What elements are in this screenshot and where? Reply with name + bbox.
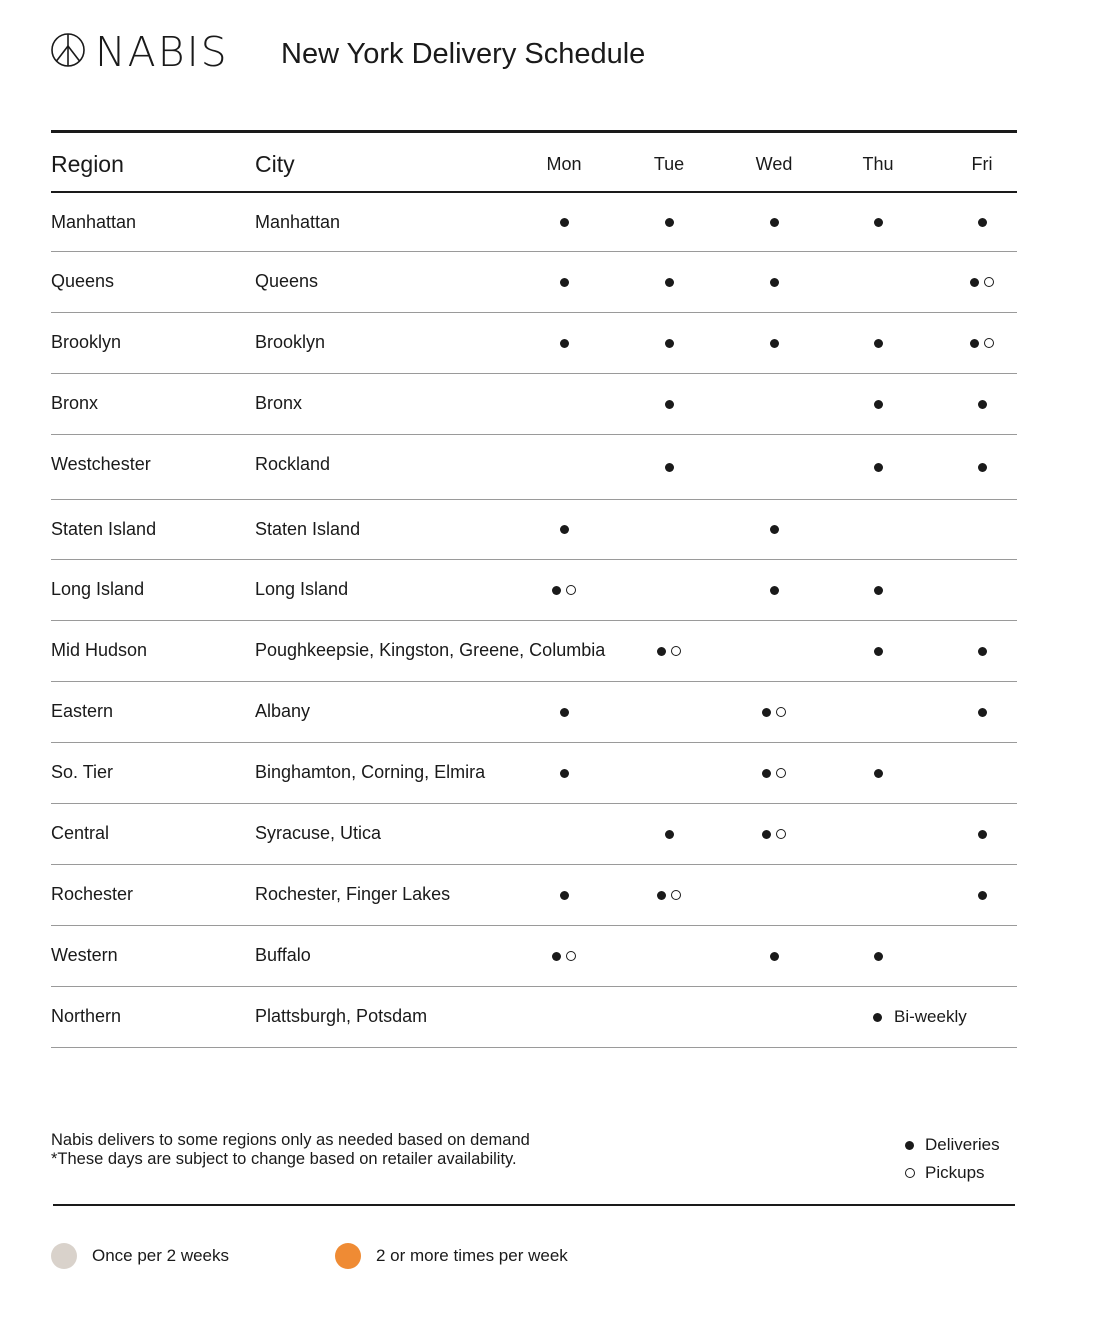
header-city: City bbox=[255, 151, 295, 177]
pickup-dot-icon bbox=[671, 646, 681, 656]
header-region: Region bbox=[51, 151, 124, 177]
day-cell-fri bbox=[932, 252, 1032, 312]
delivery-dot-icon bbox=[665, 218, 674, 227]
legend-deliveries bbox=[905, 1131, 1000, 1159]
day-cell-mon bbox=[514, 193, 614, 251]
region-cell: Long Island bbox=[51, 579, 145, 599]
footnote-line-1: Nabis delivers to some regions only as needed based on demand bbox=[51, 1131, 530, 1149]
day-cell-fri bbox=[932, 193, 1032, 251]
day-cell-tue bbox=[619, 313, 719, 373]
day-cell-mon bbox=[514, 743, 614, 803]
region-cell: Brooklyn bbox=[51, 332, 122, 352]
city-cell: Staten Island bbox=[255, 519, 361, 539]
city-cell: Bronx bbox=[255, 393, 303, 413]
delivery-dot-icon bbox=[560, 218, 569, 227]
city-cell: Binghamton, Corning, Elmira bbox=[255, 762, 486, 782]
region-cell: Manhattan bbox=[51, 212, 137, 232]
pickup-dot-icon bbox=[566, 585, 576, 595]
pickup-dot-icon bbox=[984, 277, 994, 287]
delivery-dot-icon bbox=[874, 463, 883, 472]
frequency-note: Bi-weekly bbox=[894, 1007, 967, 1026]
delivery-dot-icon bbox=[560, 339, 569, 348]
delivery-dot-icon bbox=[873, 1013, 882, 1022]
legend-deliveries-label: Deliveries bbox=[925, 1135, 1000, 1154]
delivery-dot-icon bbox=[978, 218, 987, 227]
city-cell: Rochester, Finger Lakes bbox=[255, 884, 451, 904]
delivery-dot-icon bbox=[560, 525, 569, 534]
delivery-dot-icon bbox=[560, 891, 569, 900]
pickup-dot-icon bbox=[984, 338, 994, 348]
city-cell: Poughkeepsie, Kingston, Greene, Columbia bbox=[255, 640, 606, 660]
filled-dot-icon bbox=[905, 1141, 914, 1150]
delivery-dot-icon bbox=[874, 647, 883, 656]
day-cell-mon bbox=[514, 865, 614, 925]
table-row bbox=[51, 865, 1017, 926]
pickup-dot-icon bbox=[776, 829, 786, 839]
delivery-dot-icon bbox=[874, 586, 883, 595]
table-row bbox=[51, 621, 1017, 682]
frequency-legend-biweekly bbox=[51, 1243, 229, 1269]
delivery-dot-icon bbox=[560, 708, 569, 717]
delivery-dot-icon bbox=[874, 339, 883, 348]
day-cell-tue bbox=[619, 374, 719, 434]
day-cell-thu bbox=[828, 193, 928, 251]
table-row bbox=[51, 252, 1017, 313]
pickup-dot-icon bbox=[671, 890, 681, 900]
day-cell-wed bbox=[724, 193, 824, 251]
day-cell-tue bbox=[619, 865, 719, 925]
region-cell: Western bbox=[51, 945, 118, 965]
table-row bbox=[51, 682, 1017, 743]
city-cell: Rockland bbox=[255, 454, 331, 474]
day-cell-fri bbox=[932, 435, 1032, 499]
region-cell: So. Tier bbox=[51, 762, 114, 782]
day-cell-thu bbox=[828, 313, 928, 373]
day-cell-fri bbox=[932, 374, 1032, 434]
brand-logo bbox=[50, 30, 229, 74]
day-cell-thu bbox=[828, 560, 928, 620]
pickup-dot-icon bbox=[776, 707, 786, 717]
table-row bbox=[51, 804, 1017, 865]
table-row bbox=[51, 743, 1017, 804]
city-cell: Long Island bbox=[255, 579, 349, 599]
pickup-dot-icon bbox=[566, 951, 576, 961]
day-cell-tue bbox=[619, 804, 719, 864]
delivery-dot-icon bbox=[970, 339, 979, 348]
delivery-dot-icon bbox=[978, 891, 987, 900]
day-cell-mon bbox=[514, 560, 614, 620]
header-day-thu: Thu bbox=[862, 154, 894, 174]
delivery-dot-icon bbox=[552, 952, 561, 961]
day-cell-fri bbox=[932, 865, 1032, 925]
header-day-tue: Tue bbox=[653, 154, 685, 174]
delivery-dot-icon bbox=[552, 586, 561, 595]
delivery-dot-icon bbox=[770, 218, 779, 227]
pickup-dot-icon bbox=[776, 768, 786, 778]
delivery-dot-icon bbox=[874, 769, 883, 778]
delivery-dot-icon bbox=[978, 647, 987, 656]
table-row bbox=[51, 313, 1017, 374]
delivery-dot-icon bbox=[770, 525, 779, 534]
delivery-dot-icon bbox=[665, 400, 674, 409]
day-cell-wed bbox=[724, 500, 824, 559]
delivery-dot-icon bbox=[770, 339, 779, 348]
day-cell-wed bbox=[724, 313, 824, 373]
peace-icon bbox=[50, 32, 86, 73]
delivery-dot-icon bbox=[970, 278, 979, 287]
table-row bbox=[51, 560, 1017, 621]
delivery-dot-icon bbox=[560, 769, 569, 778]
region-cell: Mid Hudson bbox=[51, 640, 148, 660]
delivery-dot-icon bbox=[762, 708, 771, 717]
delivery-dot-icon bbox=[762, 769, 771, 778]
frequency-label: Once per 2 weeks bbox=[92, 1246, 230, 1265]
table-row bbox=[51, 500, 1017, 560]
day-cell-thu bbox=[828, 435, 928, 499]
delivery-dot-icon bbox=[874, 400, 883, 409]
day-cell-wed bbox=[724, 560, 824, 620]
day-cell-mon bbox=[514, 926, 614, 986]
day-cell-wed bbox=[724, 804, 824, 864]
day-cell-thu bbox=[828, 926, 928, 986]
footer-rule bbox=[53, 1204, 1015, 1206]
legend-pickups bbox=[905, 1159, 1000, 1187]
delivery-dot-icon bbox=[657, 891, 666, 900]
day-cell-tue bbox=[619, 193, 719, 251]
delivery-dot-icon bbox=[665, 830, 674, 839]
day-cell-thu bbox=[873, 987, 1013, 1047]
region-cell: Queens bbox=[51, 271, 115, 291]
region-cell: Rochester bbox=[51, 884, 134, 904]
delivery-dot-icon bbox=[978, 708, 987, 717]
hollow-dot-icon bbox=[905, 1168, 915, 1178]
biweekly-swatch-icon bbox=[51, 1243, 77, 1269]
brand-name: NABIS bbox=[95, 28, 229, 76]
city-cell: Brooklyn bbox=[255, 332, 326, 352]
table-header-row bbox=[51, 133, 1017, 193]
city-cell: Queens bbox=[255, 271, 319, 291]
delivery-dot-icon bbox=[874, 218, 883, 227]
city-cell: Plattsburgh, Potsdam bbox=[255, 1006, 428, 1026]
region-cell: Bronx bbox=[51, 393, 99, 413]
delivery-dot-icon bbox=[770, 586, 779, 595]
footnote bbox=[51, 1131, 530, 1169]
delivery-dot-icon bbox=[770, 278, 779, 287]
table-row bbox=[51, 987, 1017, 1048]
delivery-dot-icon bbox=[770, 952, 779, 961]
day-cell-mon bbox=[514, 500, 614, 559]
page-title: New York Delivery Schedule bbox=[281, 38, 646, 70]
city-cell: Albany bbox=[255, 701, 311, 721]
day-cell-mon bbox=[514, 252, 614, 312]
region-cell: Staten Island bbox=[51, 519, 157, 539]
day-cell-wed bbox=[724, 926, 824, 986]
table-row bbox=[51, 926, 1017, 987]
delivery-dot-icon bbox=[665, 278, 674, 287]
delivery-dot-icon bbox=[978, 830, 987, 839]
day-cell-fri bbox=[932, 621, 1032, 681]
header-day-mon: Mon bbox=[546, 154, 582, 174]
day-cell-fri bbox=[932, 682, 1032, 742]
symbol-legend bbox=[905, 1131, 1000, 1187]
table-row bbox=[51, 435, 1017, 500]
table-row bbox=[51, 374, 1017, 435]
schedule-table bbox=[51, 130, 1017, 1048]
table-body bbox=[51, 193, 1017, 1048]
day-cell-thu bbox=[828, 374, 928, 434]
header-day-fri: Fri bbox=[971, 154, 993, 174]
table-row bbox=[51, 193, 1017, 252]
day-cell-wed bbox=[724, 252, 824, 312]
day-cell-wed bbox=[724, 682, 824, 742]
delivery-dot-icon bbox=[978, 400, 987, 409]
frequency-label: 2 or more times per week bbox=[376, 1246, 568, 1265]
day-cell-thu bbox=[828, 621, 928, 681]
delivery-dot-icon bbox=[874, 952, 883, 961]
region-cell: Eastern bbox=[51, 701, 114, 721]
frequency-legend-frequent bbox=[335, 1243, 568, 1269]
day-cell-mon bbox=[514, 682, 614, 742]
frequent-swatch-icon bbox=[335, 1243, 361, 1269]
region-cell: Westchester bbox=[51, 454, 151, 474]
day-cell-tue bbox=[619, 252, 719, 312]
delivery-dot-icon bbox=[978, 463, 987, 472]
delivery-dot-icon bbox=[762, 830, 771, 839]
delivery-dot-icon bbox=[657, 647, 666, 656]
footnote-line-2: *These days are subject to change based on retailer availability. bbox=[51, 1150, 517, 1168]
day-cell-wed bbox=[724, 743, 824, 803]
day-cell-fri bbox=[932, 804, 1032, 864]
legend-pickups-label: Pickups bbox=[925, 1163, 985, 1182]
delivery-dot-icon bbox=[665, 339, 674, 348]
city-cell: Syracuse, Utica bbox=[255, 823, 382, 843]
day-cell-thu bbox=[828, 743, 928, 803]
city-cell: Manhattan bbox=[255, 212, 341, 232]
region-cell: Northern bbox=[51, 1006, 122, 1026]
delivery-dot-icon bbox=[560, 278, 569, 287]
region-cell: Central bbox=[51, 823, 110, 843]
day-cell-tue bbox=[619, 435, 719, 499]
header-day-wed: Wed bbox=[755, 154, 793, 174]
city-cell: Buffalo bbox=[255, 945, 311, 965]
day-cell-fri bbox=[932, 313, 1032, 373]
day-cell-tue bbox=[619, 621, 719, 681]
day-cell-mon bbox=[514, 313, 614, 373]
delivery-dot-icon bbox=[665, 463, 674, 472]
